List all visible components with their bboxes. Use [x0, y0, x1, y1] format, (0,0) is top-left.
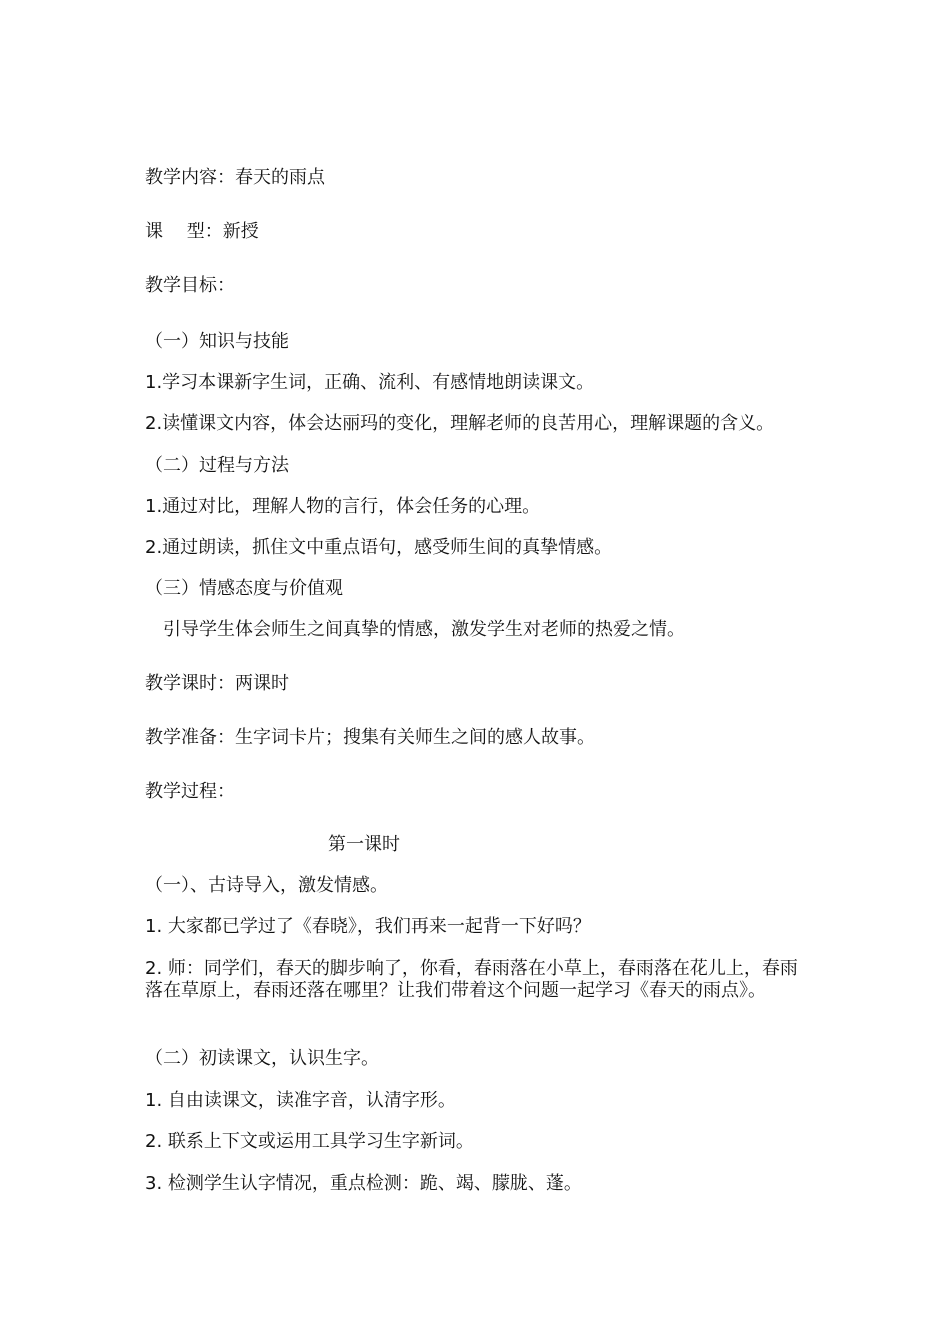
lesson-type-line: 课 型：新授 — [145, 221, 259, 242]
process-step-heading: （一）、古诗导入，激发情感。 — [145, 875, 388, 896]
process-item: 2. 师：同学们，春天的脚步响了，你看，春雨落在小草上，春雨落在花儿上，春雨落在草原上，春雨还落在哪里？让我们带着这个问题一起学习《春天的雨点》。 — [145, 958, 798, 1001]
teaching-hours-line: 教学课时：两课时 — [145, 673, 289, 694]
goal-section-knowledge: （一）知识与技能 — [145, 331, 289, 352]
process-item: 3. 检测学生认字情况，重点检测：跪、竭、朦胧、蓬。 — [145, 1173, 582, 1194]
goal-item: 引导学生体会师生之间真挚的情感，激发学生对老师的热爱之情。 — [145, 619, 685, 640]
teaching-goals-heading: 教学目标： — [145, 275, 235, 296]
goal-item: 1.通过对比，理解人物的言行，体会任务的心理。 — [145, 496, 541, 517]
process-step-heading: （二）初读课文，认识生字。 — [145, 1048, 379, 1069]
teaching-process-heading: 教学过程： — [145, 781, 235, 802]
teaching-preparation-line: 教学准备：生字词卡片；搜集有关师生之间的感人故事。 — [145, 727, 595, 748]
goal-item: 2.通过朗读，抓住文中重点语句，感受师生间的真挚情感。 — [145, 537, 613, 558]
goal-item: 1.学习本课新字生词，正确、流利、有感情地朗读课文。 — [145, 372, 595, 393]
process-item: 2. 联系上下文或运用工具学习生字新词。 — [145, 1131, 474, 1152]
first-lesson-heading: 第一课时 — [328, 834, 400, 855]
goal-item: 2.读懂课文内容，体会达丽玛的变化，理解老师的良苦用心，理解课题的含义。 — [145, 413, 775, 434]
teaching-content-line: 教学内容：春天的雨点 — [145, 167, 325, 188]
goal-section-emotion: （三）情感态度与价值观 — [145, 578, 343, 599]
goal-section-process: （二）过程与方法 — [145, 455, 289, 476]
process-item: 1. 大家都已学过了《春晓》，我们再来一起背一下好吗？ — [145, 916, 591, 937]
process-item: 1. 自由读课文，读准字音，认清字形。 — [145, 1090, 456, 1111]
